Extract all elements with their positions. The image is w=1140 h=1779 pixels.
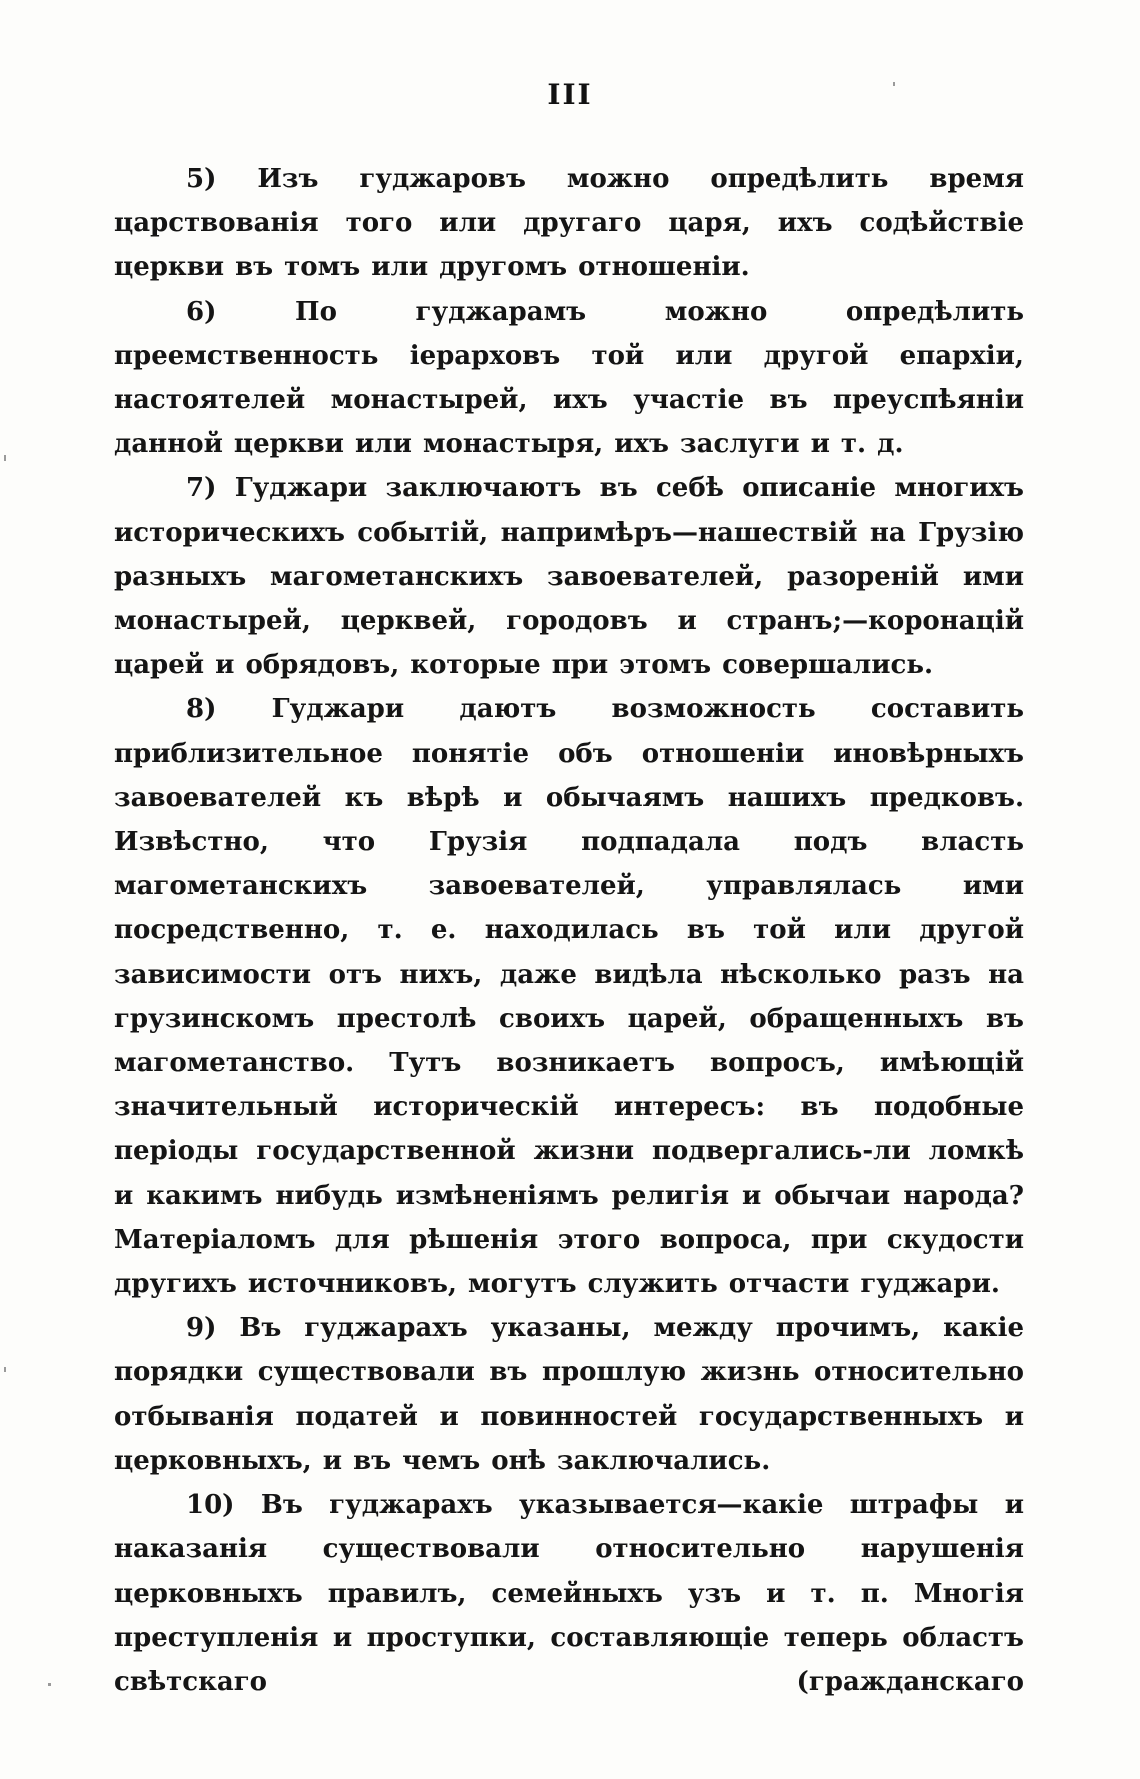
scan-speck xyxy=(4,455,6,461)
paragraph-7: 7) Гуджари заключаютъ въ себѣ описаніе многихъ историческихъ событій, напримѣръ—нашествій на Грузію разныхъ магометанскихъ завоевателей, разореній ими монастырей, церквей, городовъ и странъ;—коронацій царей и обрядовъ, которые при этомъ совершались. xyxy=(114,473,1024,681)
paragraph-5: 5) Изъ гуджаровъ можно опредѣлить время царствованія того или другаго царя, ихъ содѣйствіе церкви въ томъ или другомъ отношеніи. xyxy=(114,164,1024,283)
paragraph-8: 8) Гуджари даютъ возможность составить приблизительное понятіе объ отношеніи иновѣрныхъ завоевателей къ вѣрѣ и обычаямъ нашихъ предковъ. Извѣстно, что Грузія подпадала подъ власть магометанскихъ завоевателей, управлялась ими посредственно, т. е. находилась въ той или другой зависимости отъ нихъ, даже видѣла нѣсколько разъ на грузинскомъ престолѣ своихъ царей, обращенныхъ въ магометанство. Тутъ возникаетъ вопросъ, имѣющій значительный историческій интересъ: въ подобные періоды государственной жизни подвергались-ли ломкѣ и какимъ нибудь измѣненіямъ религія и обычаи народа? Матеріаломъ для рѣшенія этого вопроса, при скудости другихъ источниковъ, могутъ служить отчасти гуджари. xyxy=(114,694,1024,1300)
paragraph-10: 10) Въ гуджарахъ указывается—какіе штрафы и наказанія существовали относительно нарушенія церковныхъ правилъ, семейныхъ узъ и т. п. Многія преступленія и проступки, составляющіе теперь областъ свѣтскаго (гражданскаго xyxy=(114,1490,1024,1697)
scan-speck xyxy=(893,82,895,86)
page-number: III xyxy=(547,78,593,111)
paragraph-6: 6) По гуджарамъ можно опредѣлить преемственность іерарховъ той или другой епархіи, настоятелей монастырей, ихъ участіе въ преуспѣяніи данной церкви или монастыря, ихъ заслуги и т. д. xyxy=(114,296,1024,460)
scan-speck xyxy=(4,1367,6,1372)
body-text xyxy=(114,157,1024,1704)
paragraph-9: 9) Въ гуджарахъ указаны, между прочимъ, какіе порядки существовали въ прошлую жизнь относительно отбыванія податей и повинностей государственныхъ и церковныхъ, и въ чемъ онѣ заключались. xyxy=(114,1313,1024,1476)
scan-speck xyxy=(48,1683,51,1686)
